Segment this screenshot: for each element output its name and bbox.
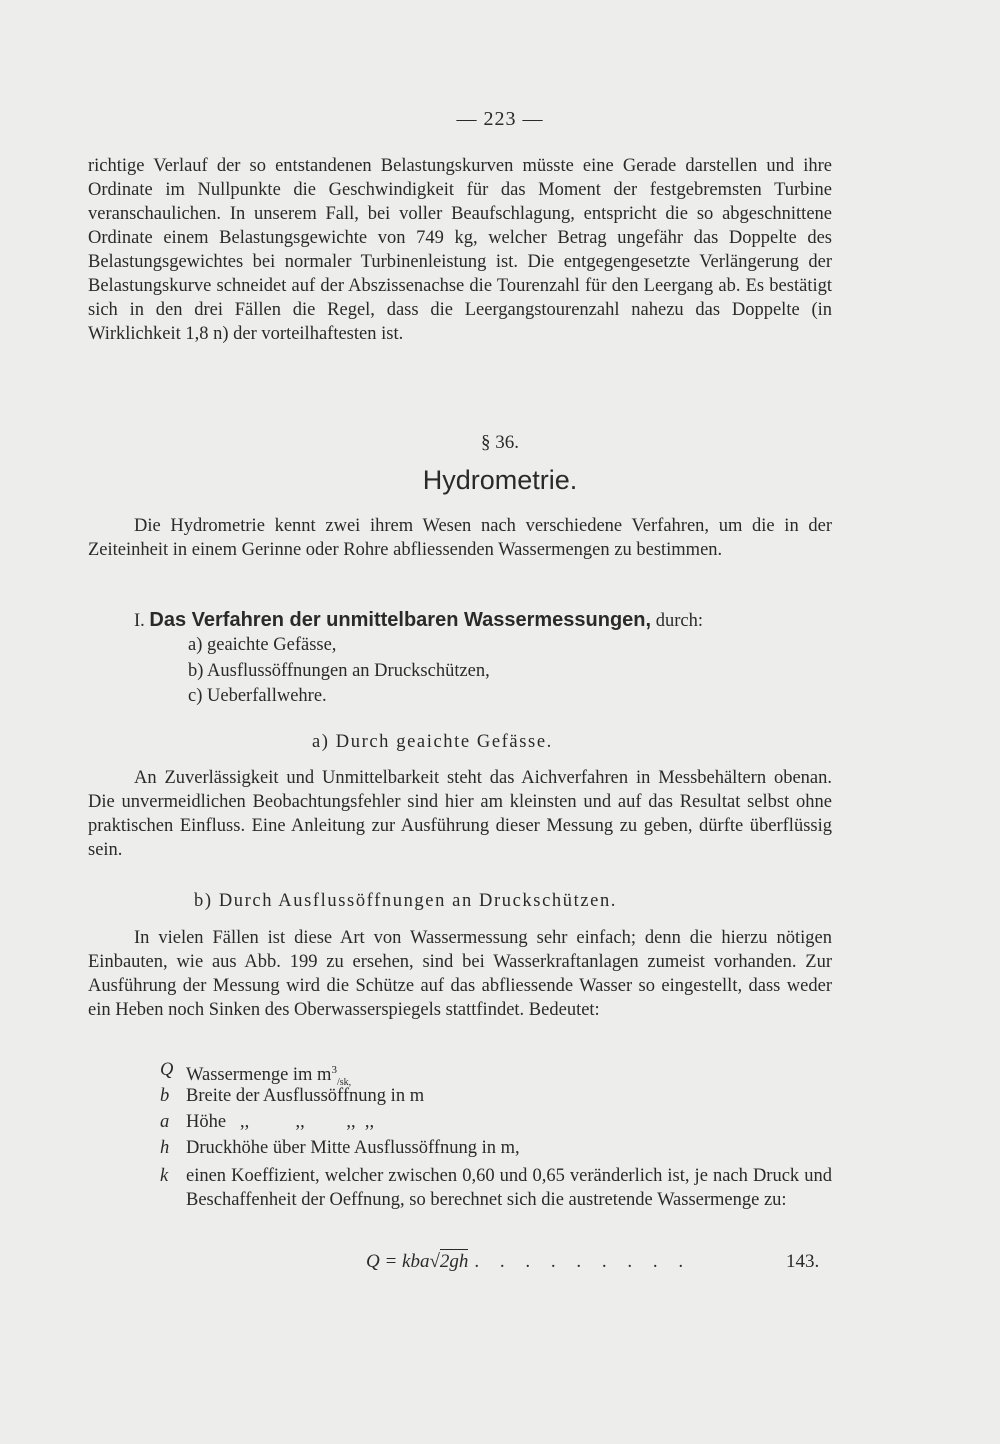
definition-item	[160, 1058, 832, 1088]
definition-item	[160, 1136, 832, 1160]
method-item: b) Ausflussöffnungen an Druckschützen,	[188, 661, 490, 681]
definition-symbol: Q	[160, 1060, 174, 1080]
definition-symbol: h	[160, 1138, 170, 1158]
method-item: c) Ueberfallwehre.	[188, 686, 327, 706]
method-one-title: Das Verfahren der unmittelbaren Wassermessungen,	[149, 609, 652, 631]
subsection-b-text: In vielen Fällen ist diese Art von Wassermessung sehr einfach; denn die hierzu nötigen Einbauten, wie aus Abb. 199 zu ersehen, sind bei Wasserkraftanlagen zumeist vorhanden. Zur Ausführung der Messung wird die Schütze auf das abfliessende Wasser so eingestellt, dass weder ein Heben noch Sinken des Oberwasserspiegels stattfindet. Bedeutet:	[88, 928, 832, 1020]
formula-leader-dots: . . . . . . . . .	[474, 1251, 692, 1272]
definition-text: Druckhöhe über Mitte Ausflussöffnung in m,	[186, 1138, 520, 1158]
formula-radicand: 2gh	[439, 1251, 469, 1272]
method-one-suffix: durch:	[655, 611, 703, 631]
definition-text: Wassermenge im $m^3_{/sk,}$	[186, 1064, 352, 1088]
formula-lhs: Q = kba	[366, 1251, 430, 1272]
equation-143	[366, 1250, 820, 1274]
definition-symbol: a	[160, 1112, 170, 1132]
definition-symbol: b	[160, 1086, 170, 1106]
radical-sign: √	[429, 1251, 440, 1272]
section-title: Hydrometrie.	[422, 465, 578, 495]
definition-item	[160, 1164, 832, 1212]
intro-paragraph-text: richtige Verlauf der so entstandenen Belastungskurven müsste eine Gerade darstellen und ihre Ordinate im Nullpunkte die Geschwindigkeit für das Moment der festgebremsten Turbine veranschaulichen. In unserem Fall, bei voller Beaufschlagung, entspricht die so abgeschnittene Ordinate einem Belastungsgewichte von 749 kg, welcher Betrag ungefähr das Doppelte des Belastungsgewichtes bei normaler Turbinenleistung ist. Die entgegengesetzte Verlängerung der Belastungskurve schneidet auf der Abszissenachse die Tourenzahl für den Leergang ab. Es bestätigt sich in den drei Fällen die Regel, dass die Leergangstourenzahl nahezu das Doppelte (in Wirklichkeit 1,8 n) der vorteilhaftesten ist.	[88, 156, 832, 344]
subsection-a-body	[88, 766, 832, 862]
equation-number: 143.	[786, 1251, 820, 1272]
subsection-a-text: An Zuverlässigkeit und Unmittelbarkeit steht das Aichverfahren in Messbehältern obenan. Die unvermeidlichen Beobachtungsfehler sind hier am kleinsten und auf das Resultat selbst ohne praktischen Einfluss. Eine Anleitung zur Ausführung dieser Messung zu geben, dürfte überflüssig sein.	[88, 768, 832, 860]
subsection-b-body	[88, 926, 832, 1022]
intro-paragraph	[88, 154, 832, 346]
definition-item	[160, 1110, 832, 1134]
definition-symbol: k	[160, 1166, 169, 1186]
definition-item	[160, 1084, 832, 1108]
definition-text: Breite der Ausflussöffnung in m	[186, 1086, 425, 1106]
method-item: a) geaichte Gefässe,	[188, 635, 337, 655]
subsection-b-heading: b) Durch Ausflussöffnungen an Druckschützen.	[194, 891, 618, 911]
section-number: § 36.	[481, 432, 519, 453]
section-intro-text: Die Hydrometrie kennt zwei ihrem Wesen nach verschiedene Verfahren, um die in der Zeiteinheit in einem Gerinne oder Rohre abfliessenden Wassermengen zu bestimmen.	[88, 516, 832, 560]
method-one-numeral: I.	[134, 611, 145, 631]
method-one-heading	[134, 608, 703, 633]
subsection-a-heading: a) Durch geaichte Gefässe.	[312, 732, 553, 752]
page-number: — 223 —	[456, 108, 544, 130]
definition-text: Höhe ,, ,, ,, ,,	[186, 1112, 375, 1132]
definition-text: einen Koeffizient, welcher zwischen 0,60 und 0,65 veränderlich ist, je nach Druck und Beschaffenheit der Oeffnung, so berechnet sich die austretende Wassermenge zu:	[186, 1166, 832, 1210]
section-intro	[88, 514, 832, 562]
